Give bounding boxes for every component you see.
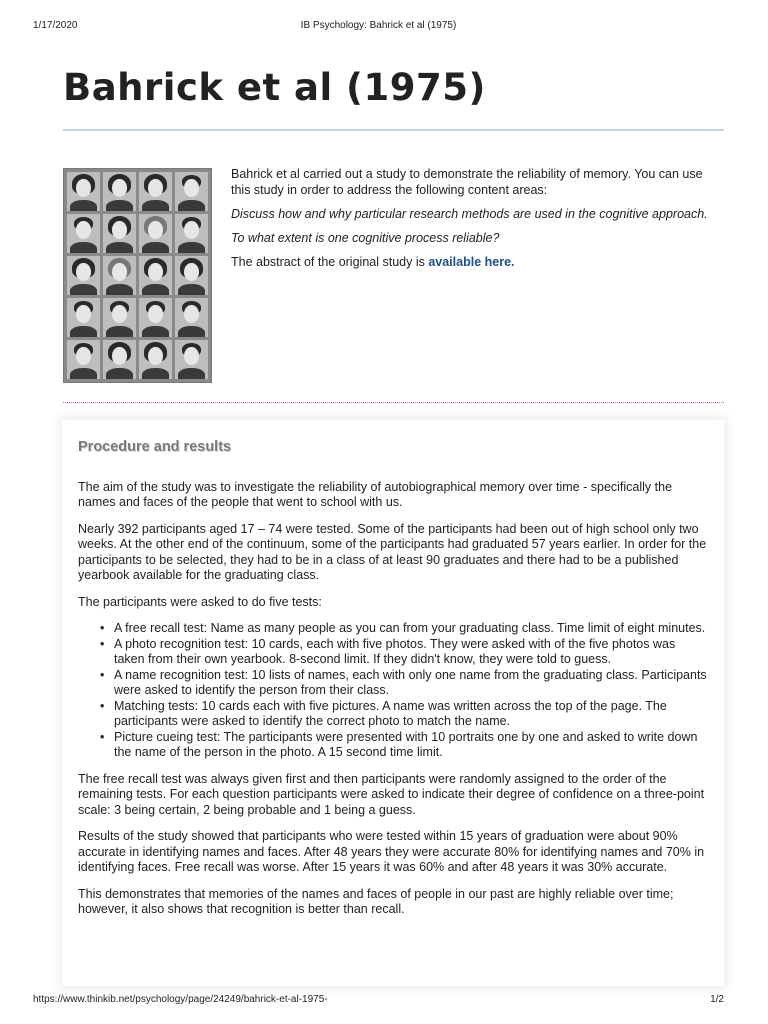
yearbook-portrait — [139, 256, 172, 295]
results-paragraph: Results of the study showed that participants who were tested within 15 years of graduation were about 90% accurate in identifying names and faces. After 48 years they were accurate 80% for identifying names and 70% in identifying faces. Free recall was worse. After 15 years it was 60% and after 48 years it was 30% accurate. — [78, 829, 705, 874]
print-page-number: 1/2 — [710, 994, 724, 1005]
yearbook-portrait — [139, 298, 172, 337]
participants-paragraph: Nearly 392 participants aged 17 – 74 were tested. Some of the participants had been out of high school only two weeks. At the other end of the continuum, some of the participants had graduated 57 years earlier. In order for the participants to be selected, they had to be in a class of at least 90 graduates and there had to be a published yearbook available for the graduating class. — [78, 521, 707, 582]
yearbook-portrait — [103, 172, 136, 211]
print-date: 1/17/2020 — [33, 20, 78, 31]
intro-text — [231, 166, 717, 278]
yearbook-portrait — [103, 298, 136, 337]
yearbook-portrait — [175, 298, 208, 337]
print-title: IB Psychology: Bahrick et al (1975) — [300, 20, 457, 31]
abstract-line — [231, 254, 717, 270]
yearbook-portrait — [67, 340, 100, 379]
list-item: • Picture cueing test: The participants were presented with 10 portraits one by one and asked to write down the name of the person in the photo. A 15 second time limit. — [100, 730, 708, 761]
title-divider — [63, 129, 724, 131]
abstract-prefix: The abstract of the original study is — [231, 255, 429, 269]
yearbook-portrait — [103, 256, 136, 295]
tests-intro: The participants were asked to do five tests: — [78, 594, 322, 609]
yearbook-portrait — [175, 172, 208, 211]
content-area-2: To what extent is one cognitive process reliable? — [231, 231, 500, 245]
print-url: https://www.thinkib.net/psychology/page/24249/bahrick-et-al-1975- — [33, 994, 328, 1005]
yearbook-portrait — [67, 214, 100, 253]
yearbook-portrait — [139, 214, 172, 253]
yearbook-portrait — [175, 214, 208, 253]
conclusion-paragraph: This demonstrates that memories of the names and faces of people in our past are highly reliable over time; however, it also shows that recognition is better than recall. — [78, 886, 674, 916]
yearbook-portrait — [139, 340, 172, 379]
yearbook-portrait — [175, 340, 208, 379]
section-divider — [63, 402, 724, 403]
yearbook-portrait — [175, 256, 208, 295]
list-item: • A free recall test: Name as many people as you can from your graduating class. Time limit of eight minutes. — [100, 621, 708, 637]
print-footer — [33, 994, 724, 1008]
aim-paragraph: The aim of the study was to investigate the reliability of autobiographical memory over time - specifically the names and faces of the people that went to school with us. — [78, 479, 673, 509]
yearbook-portrait — [103, 214, 136, 253]
intro-paragraph: Bahrick et al carried out a study to demonstrate the reliability of memory. You can use this study in order to address the following content areas: — [231, 167, 703, 197]
yearbook-portrait — [67, 172, 100, 211]
tests-list — [100, 621, 708, 761]
yearbook-portrait — [139, 172, 172, 211]
list-item: • A photo recognition test: 10 cards, each with five photos. They were asked with of the five photos was taken from their own yearbook. 8-second limit. If they didn't know, they were told to guess. — [100, 637, 708, 668]
list-item: • A name recognition test: 10 lists of names, each with only one name from the graduating class. Participants were asked to identify the person from their class. — [100, 668, 708, 699]
yearbook-photo — [63, 168, 212, 383]
procedure-box — [62, 420, 724, 986]
print-header — [33, 20, 724, 34]
page-title: Bahrick et al (1975) — [63, 66, 486, 109]
list-item: • Matching tests: 10 cards each with five pictures. A name was written across the top of the page. The participants were asked to identify the correct photo to match the name. — [100, 699, 708, 730]
order-paragraph: The free recall test was always given first and then participants were randomly assigned to the order of the remaining tests. For each question participants were asked to indicate their degree of confidence on a three-point scale: 3 being certain, 2 being probable and 1 being a guess. — [78, 771, 705, 817]
content-area-1: Discuss how and why particular research methods are used in the cognitive approach. — [231, 207, 708, 221]
yearbook-portrait — [67, 256, 100, 295]
yearbook-portrait — [67, 298, 100, 337]
abstract-link[interactable]: available here. — [428, 255, 515, 269]
procedure-heading: Procedure and results — [78, 439, 232, 455]
yearbook-portrait — [103, 340, 136, 379]
